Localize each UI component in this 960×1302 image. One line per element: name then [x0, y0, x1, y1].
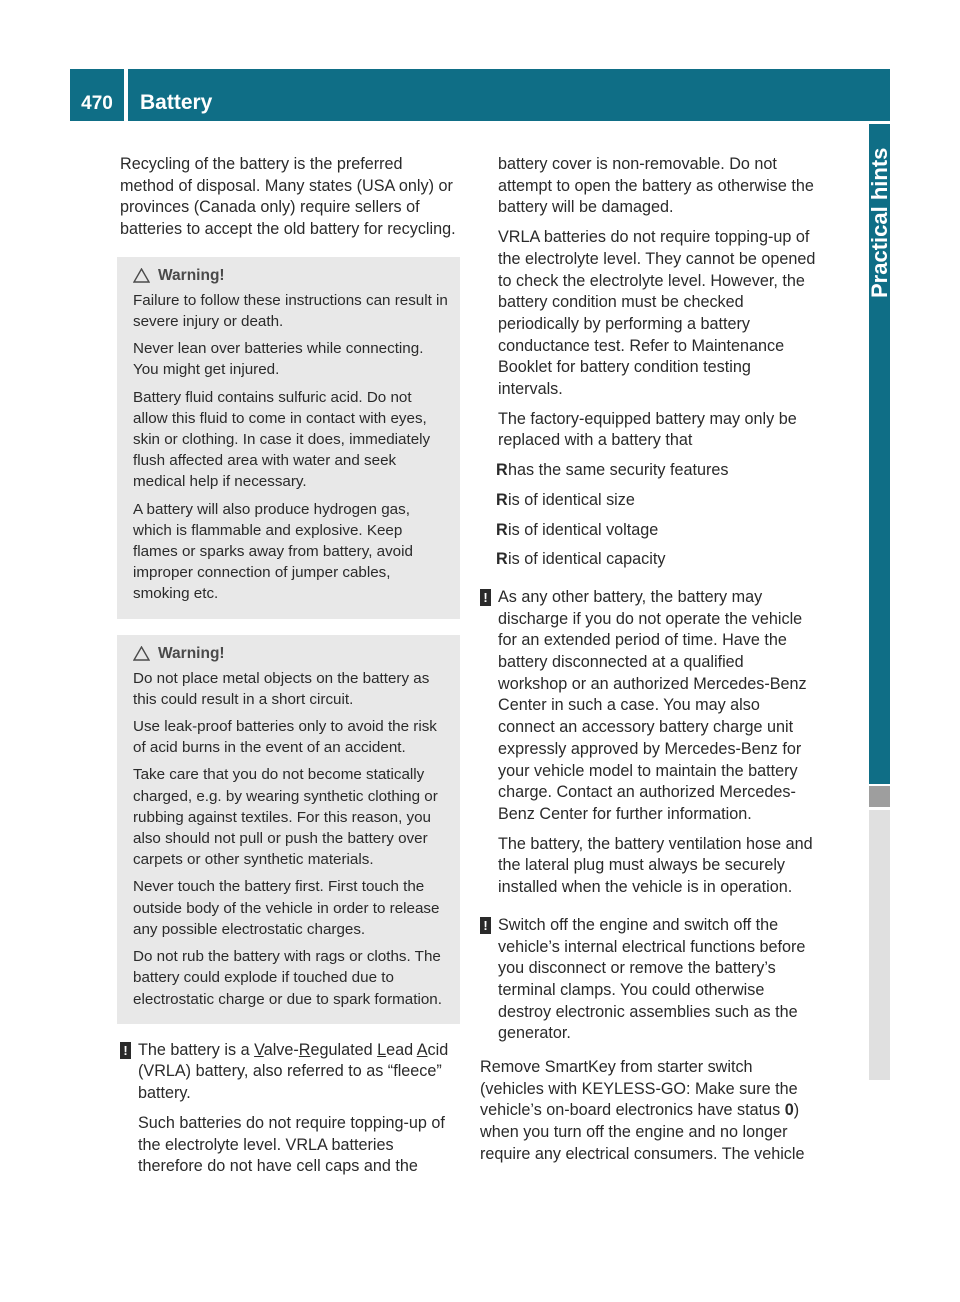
warning-paragraph: Battery fluid contains sulfuric acid. Do not allow this fluid to come in contact with eyes, skin or clothing. In case it does, immediately flush affected area with water and seek medical help if necessary. — [133, 388, 431, 491]
list-item: R is of identical voltage — [496, 520, 659, 539]
warning-triangle-icon — [133, 646, 150, 661]
list-item: R is of identical size — [496, 490, 635, 509]
warning-title: Warning! — [158, 266, 225, 284]
note-continued-paragraph: VRLA batteries do not require topping-up of the electrolyte level. They cannot be opened to check the electrolyte level. However, the battery condition must be checked periodically by performing a battery conductance test. Refer to Maintenance Booklet for battery condition testing intervals. — [498, 228, 816, 399]
list-item: R is of identical capacity — [496, 550, 666, 569]
warning-paragraph: Never touch the battery first. First touch the outside body of the vehicle in order to release any possible electrostatic charges. — [133, 878, 440, 938]
side-tab-label: Practical hints — [867, 148, 892, 299]
warning-title: Warning! — [158, 644, 225, 662]
page-title: Battery — [140, 91, 213, 114]
warning-paragraph: Use leak-proof batteries only to avoid the risk of acid burns in the event of an accident. — [133, 718, 437, 757]
warning-paragraph: Failure to follow these instructions can result in severe injury or death. — [133, 291, 448, 331]
note-vrla: ! The battery is a Valve-Regulated Lead Acid (VRLA) battery, also referred to as “fleece” battery. — [120, 1040, 460, 1105]
warning-box-2 — [117, 635, 460, 1024]
warning-paragraph: Take care that you do not become statically charged, e.g. by wearing synthetic clothing or rubbing against textiles. For this reason, you also should not pull or push the battery over carpets or other synthetic materials. — [133, 766, 438, 869]
warning-paragraph: Never lean over batteries while connecting. You might get injured. — [133, 340, 424, 379]
note-discharge: ! As any other battery, the battery may discharge if you do not operate the vehicle for an extended period of time. Have the battery disconnected at a qualified workshop or an authorized Mercedes-Benz Center in such a case. You may also connect an accessory battery charge unit expressly approved by Mercedes-Benz for your vehicle model to maintain the battery charge. Contact an authorized Mercedes-Benz Center for further information. — [480, 587, 816, 826]
note-continued-paragraph: battery cover is non-removable. Do not attempt to open the battery as otherwise the battery will be damaged. — [498, 155, 814, 217]
side-strip — [869, 810, 890, 1080]
warning-header — [133, 265, 450, 286]
left-column — [120, 154, 460, 1186]
final-paragraph: Remove SmartKey from starter switch (vehicles with KEYLESS-GO: Make sure the vehicle’s on-board electronics have status 0) when you turn off the engine and no longer require any electrical consumers. The vehicle — [480, 1058, 805, 1163]
warning-paragraph: Do not rub the battery with rags or cloths. The battery could explode if touched due to electrostatic charge or due to spark formation. — [133, 948, 442, 1008]
right-column — [480, 154, 816, 1174]
page-number: 470 — [81, 93, 113, 114]
warning-paragraph: Do not place metal objects on the battery as this could result in a short circuit. — [133, 669, 430, 708]
exclamation-icon: ! — [120, 1042, 131, 1059]
intro-paragraph: Recycling of the battery is the preferred method of disposal. Many states (USA only) or provinces (Canada only) require sellers of batteries to accept the old battery for recycling. — [120, 155, 456, 239]
warning-paragraph: A battery will also produce hydrogen gas, which is flammable and explosive. Keep flames or sparks away from battery, avoid improper connection of jumper cables, smoking etc. — [133, 500, 413, 603]
note-vrla-continued: Such batteries do not require topping-up of the electrolyte level. VRLA batteries therefore do not have cell caps and the — [138, 1113, 445, 1176]
note-discharge-continued: The battery, the battery ventilation hose and the lateral plug must always be securely installed when the vehicle is in operation. — [498, 834, 813, 897]
warning-header — [133, 643, 450, 664]
side-tab — [869, 124, 890, 784]
warning-box-1 — [117, 257, 460, 619]
note-continued-paragraph: The factory-equipped battery may only be replaced with a battery that — [498, 409, 797, 450]
exclamation-icon: ! — [480, 917, 491, 934]
header-bar — [128, 69, 890, 121]
page-number-box — [70, 69, 124, 121]
list-item: R has the same security features — [496, 461, 729, 480]
note-switch-off: ! Switch off the engine and switch off the vehicle’s internal electrical functions before you disconnect or remove the battery’s terminal clamps. You could otherwise destroy electronic assemblies such as the generator. — [480, 915, 816, 1045]
warning-triangle-icon — [133, 268, 150, 283]
exclamation-icon: ! — [480, 589, 491, 606]
side-marker — [869, 786, 890, 807]
